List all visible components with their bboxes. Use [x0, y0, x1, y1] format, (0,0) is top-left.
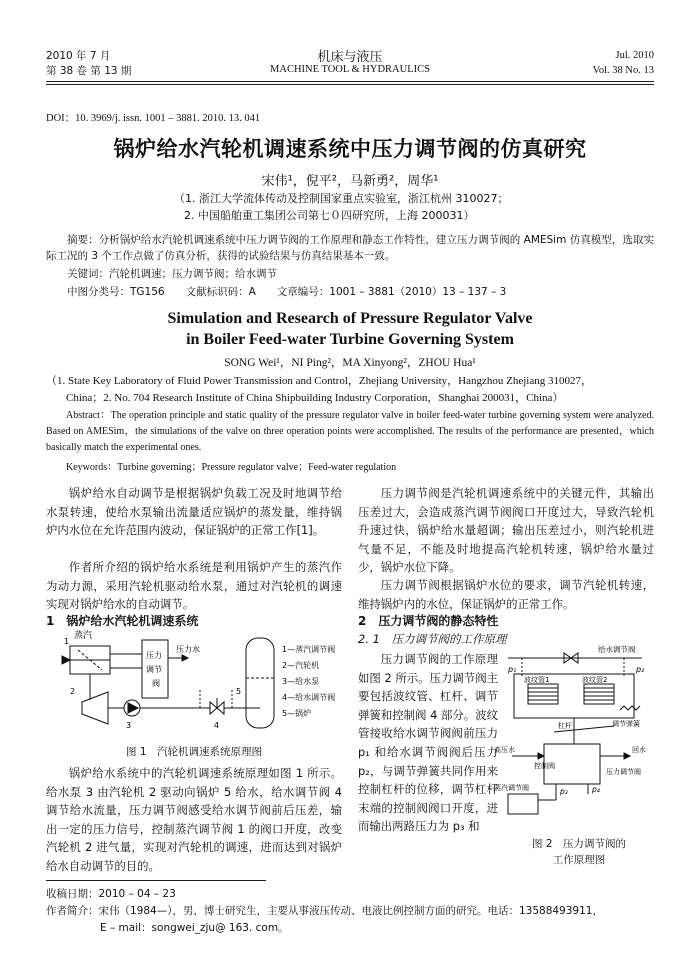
authors-en: SONG Wei¹，NI Ping²，MA Xinyong²，ZHOU Hua¹ [224, 357, 476, 369]
title-en-line2: in Boiler Feed-water Turbine Governing System [186, 331, 514, 348]
section-2-heading: 2 压力调节阀的静态特性 [358, 614, 499, 628]
boiler-shape [246, 638, 274, 728]
fig1-pressure-valve-label: 压力 [146, 651, 162, 660]
affiliation-en-1: （1. State Key Laboratory of Fluid Power Transmission and Control，Zhejiang University，Hangzhou Zhejiang 310027， [46, 375, 592, 387]
header-journal-cn: 机床与液压 [317, 50, 383, 65]
fig1-num-5: 5 [236, 687, 242, 696]
fig2-p1-label: p₁ [508, 665, 517, 674]
footer-bio: 作者简介：宋伟（1984—），男，博士研究生，主要从事液压传动、电液比例控制方面的研究。电话：13588493911， [46, 905, 603, 917]
title-en-line1: Simulation and Research of Pressure Regulator Valve [167, 310, 533, 327]
section-2-1-heading: 2. 1 压力调节阀的工作原理 [358, 632, 507, 646]
fig1-steam-label: 蒸汽 [74, 631, 93, 641]
bellows-2-pleats [584, 688, 614, 700]
keywords-en: Keywords：Turbine governing；Pressure regulator valve；Feed-water regulation [66, 462, 397, 473]
header-date-en: Jul. 2010 [615, 50, 654, 61]
fig1-water-label: 压力水 [176, 645, 200, 654]
bellows-1-pleats [528, 688, 558, 700]
fig1-num-1: 1 [64, 637, 70, 646]
header-date-cn: 2010 年 7 月 [46, 50, 111, 62]
figure-2-caption-line2: 工作原理图 [552, 854, 606, 866]
affiliation-en-2: China；2. No. 704 Research Institute of China Shipbuilding Industry Corporation，Shanghai 200031，China） [66, 392, 564, 404]
fig1-legend-1: 1—蒸汽调节阀 [282, 645, 336, 654]
fig2-hp-water-label: 高压水 [494, 746, 515, 754]
fig2-pressure-valve-label: 压力调节阀 [606, 768, 641, 776]
return-arrow [624, 753, 630, 759]
fig1-num-2: 2 [70, 687, 76, 696]
classification-cn: 中图分类号：TG156 文献标识码：A 文章编号：1001 – 3881（2010）13 – 137 – 3 [67, 286, 507, 298]
right-paragraph-3: 压力调节阀的工作原理如图 2 所示。压力调节阀主要包括波纹管、杠杆、调节弹簧和控制阀 4 部分。波纹管接收给水调节阀阀前压力 p₁ 和给水调节阀阀后压力 p₂，与调节弹簧共同作用来控制杠杆的位移，调节杠杆末端的控制阀阀口开度，进而输出两路压力为 p₃ 和 [358, 652, 498, 834]
fig2-control-valve-label: 控制阀 [534, 762, 555, 770]
fig1-legend-3: 3—给水泵 [282, 677, 320, 686]
right-paragraph-1: 压力调节阀是汽轮机调速系统中的关键元件，其输出压差过大，会造成蒸汽调节阀阀口开度过大，导致汽轮机升速过快，锅炉给水量超调；输出压差过小，则汽轮机进气量不足，不能及时地提高汽轮机转速，锅炉给水量过少，锅炉水位下降。 [358, 486, 654, 575]
figure-2-diagram [494, 644, 658, 834]
fig2-p4-label: p₄ [592, 785, 600, 794]
fig2-p2-label: p₂ [636, 665, 645, 674]
affiliation-cn-2: 2. 中国船舶重工集团公司第七０四研究所，上海 200031） [184, 209, 475, 222]
fig1-legend-5: 5—锅炉 [282, 709, 312, 718]
steam-inlet-arrow [62, 656, 70, 664]
fig1-num-3: 3 [126, 721, 132, 730]
keywords-cn: 关键词：汽轮机调速；压力调节阀；给水调节 [67, 268, 277, 280]
title-cn: 锅炉给水汽轮机调速系统中压力调节阀的仿真研究 [113, 137, 587, 161]
figure-1-caption: 图 1 汽轮机调速系统原理图 [125, 746, 263, 758]
fig2-p3-label: p₃ [560, 787, 568, 796]
header-journal-en: MACHINE TOOL & HYDRAULICS [270, 64, 430, 75]
fig1-pressure-valve-label-3: 阀 [152, 679, 160, 688]
figure-1-diagram [60, 628, 350, 738]
footer-email: E – mail：songwei_zju@ 163. com。 [100, 922, 289, 934]
doi: DOI：10. 3969/j. issn. 1001 – 3881. 2010. 13. 041 [46, 113, 261, 124]
fig2-bellows1-label: 波纹管1 [524, 676, 550, 684]
hp-water-arrow [538, 753, 544, 759]
pump-arrow [128, 703, 138, 713]
section-1-heading: 1 锅炉给水汽轮机调速系统 [46, 614, 199, 628]
steam-valve-box [508, 794, 538, 814]
bellows-2 [584, 684, 614, 704]
fig2-spring-label: 调节弹簧 [612, 720, 640, 728]
header-rule-top [46, 81, 654, 82]
abstract-cn: 摘要：分析锅炉给水汽轮机调速系统中压力调节阀的工作原理和静态工作特性，建立压力调节阀的 AMESim 仿真模型，选取实际工况的 3 个工作点做了仿真分析，获得的试验结果与仿真结果基本一致。 [46, 234, 654, 262]
bellows-1 [528, 684, 558, 704]
abstract-en: Abstract：The operation principle and static quality of the pressure regulator valve in boiler feed-water turbine governing system were analyzed. Based on AMESim，the simulations of the valve on three operation points were accomplished. The results of the performance are presented，which basically match the experimental ones. [46, 410, 654, 453]
left-paragraph-2: 作者所介绍的锅炉给水系统是利用锅炉产生的蒸汽作为动力源，采用汽轮机驱动给水泵，通过对汽轮机的调速实现对锅炉给水的自动调节。 [46, 560, 342, 612]
pressure-water-arrow [182, 655, 188, 661]
fig2-bellows2-label: 波纹管2 [582, 676, 608, 684]
header-volume-cn: 第 38 卷 第 13 期 [46, 65, 132, 77]
footer-rule [46, 880, 266, 881]
spring-zigzag [620, 706, 640, 710]
fig2-return-label: 回水 [632, 746, 646, 754]
fig1-num-4: 4 [214, 721, 220, 730]
right-paragraph-2: 压力调节阀根据锅炉水位的要求，调节汽轮机转速，维持锅炉内的水位，保证锅炉的正常工作。 [358, 578, 654, 611]
fig1-legend-4: 4—给水调节阀 [282, 693, 336, 702]
header-rule-bottom [46, 84, 654, 85]
affiliation-cn-1: （1. 浙江大学流体传动及控制国家重点实验室，浙江杭州 310027； [174, 192, 509, 205]
fig1-pressure-valve-label-2: 调节 [146, 665, 162, 674]
header-volume-en: Vol. 38 No. 13 [592, 65, 654, 76]
footer-received: 收稿日期：2010 – 04 – 23 [46, 888, 176, 900]
fig2-feed-valve-label: 给水调节阀 [598, 645, 636, 654]
left-paragraph-1: 锅炉给水自动调节是根据锅炉负载工况及时地调节给水泵转速，使给水泵输出流量适应锅炉的蒸发量，维持锅炉内水位在允许范围内波动，保证锅炉的正常工作[1]。 [46, 486, 342, 538]
fig2-lever-label: 杠杆 [558, 722, 572, 730]
authors-cn: 宋伟¹，倪平²，马新勇²，周华¹ [261, 174, 439, 189]
fig2-steam-valve-label: 蒸汽调节阀 [494, 784, 529, 792]
left-paragraph-3: 锅炉给水系统中的汽轮机调速系统原理如图 1 所示。给水泵 3 由汽轮机 2 驱动向锅炉 5 给水，给水调节阀 4 调节给水流量，压力调节阀感受给水调节阀前后压差，输出一定的压力信号，控制蒸汽调节阀 1 的阀口开度，改变汽轮机 2 进气量，实现对汽轮机的调速，进而达到对锅炉给水自动调节的目的。 [46, 766, 342, 873]
figure-2-caption-line1: 图 2 压力调节阀的 [531, 838, 627, 850]
fig1-legend-2: 2—汽轮机 [282, 661, 320, 670]
turbine-shape [82, 692, 108, 724]
